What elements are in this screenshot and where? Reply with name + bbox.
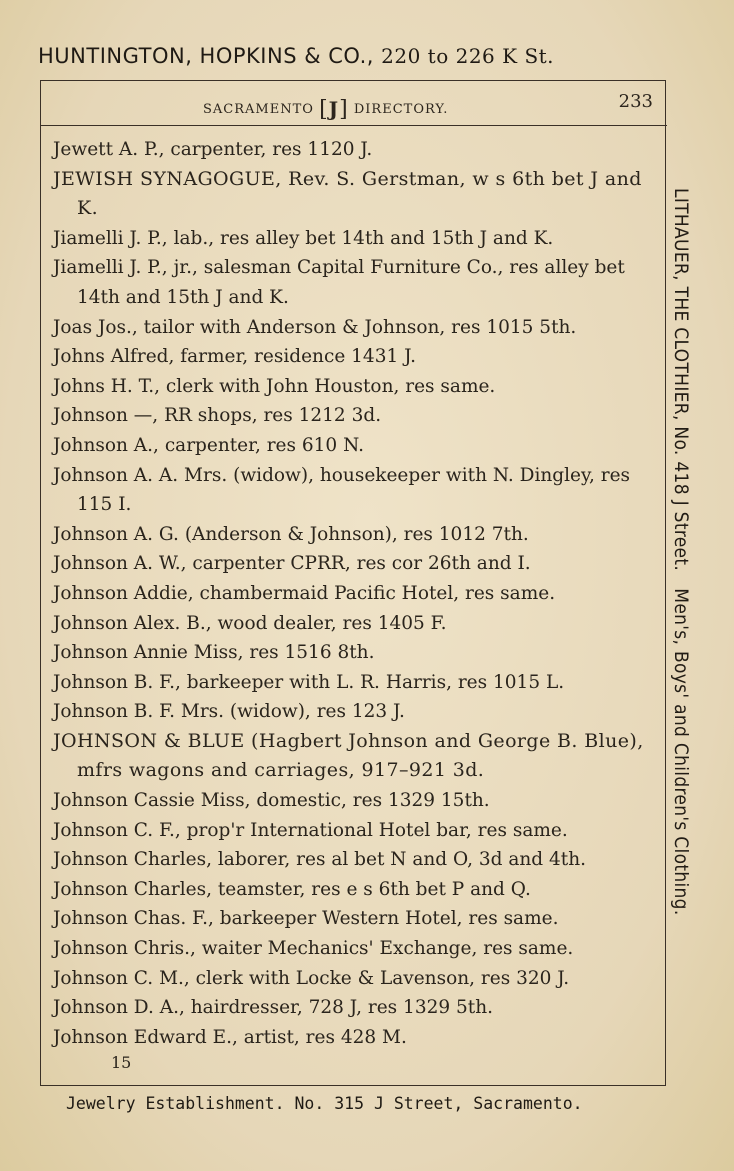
running-head-letter: J	[328, 97, 340, 121]
list-item: Johnson Edward E., artist, res 428 M.	[53, 1026, 407, 1048]
running-head-directory: DIRECTORY.	[353, 102, 449, 117]
list-item: Johnson Chris., waiter Mechanics' Exchange, res same.	[53, 938, 574, 960]
top-advertisement-banner	[38, 44, 678, 68]
list-item: JEWISH SYNAGOGUE, Rev. S. Gerstman, w s 6th bet J and K.	[53, 167, 642, 220]
bottom-advertisement-banner: Jewelry Establishment. No. 315 J Street, Sacramento.	[66, 1094, 583, 1113]
list-item: Johnson A. A. Mrs. (widow), housekeeper with N. Dingley, res 115 I.	[53, 464, 631, 516]
list-item: Johnson Charles, teamster, res e s 6th bet P and Q.	[53, 878, 531, 900]
list-item: Johnson Charles, laborer, res al bet N and O, 3d and 4th.	[53, 849, 587, 871]
list-item: Johnson Addie, chambermaid Pacific Hotel, res same.	[53, 582, 556, 604]
list-item: Johnson B. F. Mrs. (widow), res 123 J.	[53, 701, 405, 723]
directory-entries	[53, 135, 653, 1052]
running-head-city: SACRAMENTO	[203, 102, 314, 117]
list-item: Johns Alfred, farmer, residence 1431 J.	[53, 346, 416, 368]
list-item: Johnson Alex. B., wood dealer, res 1405 F.	[53, 612, 447, 634]
list-item: Jewett A. P., carpenter, res 1120 J.	[53, 139, 373, 160]
list-item: Joas Jos., tailor with Anderson & Johnson, res 1015 5th.	[53, 316, 577, 338]
list-item: JOHNSON & BLUE (Hagbert Johnson and George B. Blue), mfrs wagons and carriages, 917–921 3d.	[53, 729, 644, 782]
list-item: Johns H. T., clerk with John Houston, res same.	[53, 375, 496, 397]
list-item: Johnson Annie Miss, res 1516 8th.	[53, 642, 375, 664]
list-item: Johnson C. M., clerk with Locke & Lavenson, res 320 J.	[53, 967, 570, 989]
page-frame	[40, 80, 666, 1086]
running-head-title: SACRAMENTO [J] DIRECTORY.	[203, 97, 449, 122]
list-item: Johnson —, RR shops, res 1212 3d.	[53, 405, 382, 427]
list-item: Jiamelli J. P., lab., res alley bet 14th and 15th J and K.	[53, 227, 554, 249]
list-item: Johnson C. F., prop'r International Hotel bar, res same.	[53, 819, 568, 841]
top-banner-address: 220 to 226 K St.	[381, 44, 555, 68]
header-rule	[41, 125, 667, 126]
list-item: Jiamelli J. P., jr., salesman Capital Furniture Co., res alley bet 14th and 15th J and K.	[53, 257, 625, 308]
signature-mark: 15	[111, 1053, 132, 1072]
list-item: Johnson D. A., hairdresser, 728 J, res 1329 5th.	[53, 997, 494, 1019]
list-item: Johnson A. W., carpenter CPRR, res cor 26th and I.	[53, 553, 531, 575]
list-item: Johnson A. G. (Anderson & Johnson), res 1012 7th.	[53, 523, 529, 545]
side-ad-line1: LITHAUER, THE CLOTHIER, No. 418 J Street.	[670, 188, 692, 572]
side-ad-line2: Men's, Boys' and Children's Clothing.	[670, 588, 692, 916]
side-advertisement	[668, 188, 698, 988]
running-head	[41, 87, 667, 122]
side-ad-text	[670, 188, 692, 916]
list-item: Johnson B. F., barkeeper with L. R. Harris, res 1015 L.	[53, 671, 565, 693]
list-item: Johnson Cassie Miss, domestic, res 1329 15th.	[53, 790, 490, 812]
list-item: Johnson Chas. F., barkeeper Western Hotel, res same.	[53, 908, 559, 930]
top-banner-firm: HUNTINGTON, HOPKINS & CO.,	[38, 44, 374, 68]
page-number: 233	[618, 91, 653, 112]
list-item: Johnson A., carpenter, res 610 N.	[53, 434, 364, 456]
